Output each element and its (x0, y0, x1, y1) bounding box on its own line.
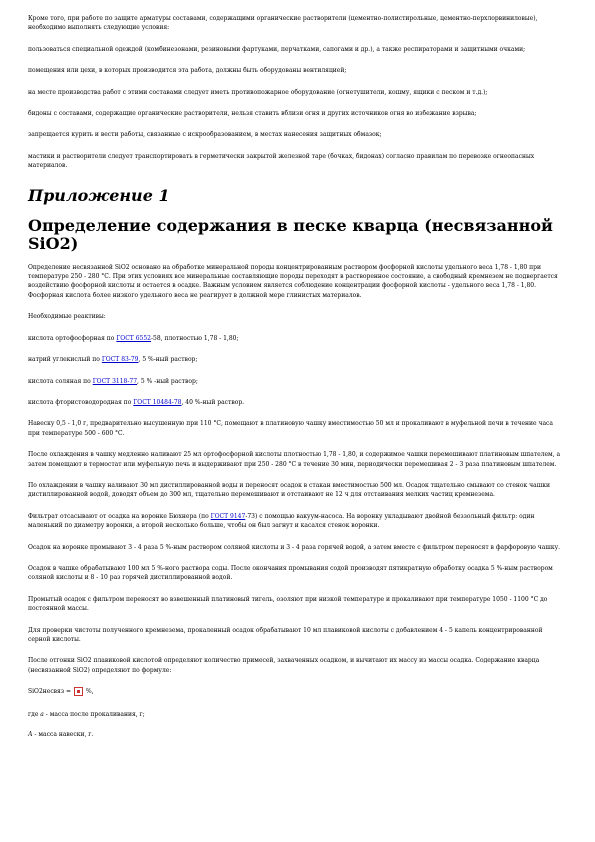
variable-definition (28, 730, 566, 739)
formula-rhs: %, (86, 688, 94, 696)
intro-paragraph: бидоны с составами, содержащие органические растворители, нельзя ставить вблизи огня и других источников огня во избежание взрыва; (28, 110, 477, 118)
variable-definition (28, 710, 566, 719)
body-paragraph: Осадок в чашке обрабатывают 100 мл 5 %-ного раствора соды. После окончания промывания содой производят пятикратную обработку осадка 5 %-ным раствором соляной кислоты и 8 - 10 раз горячей дистиллированной водой. (28, 564, 553, 582)
definition-text: - масса после прокаливания, г; (43, 711, 145, 719)
intro-paragraph: помещения или цехи, в которых производится эта работа, должны быть оборудованы вентиляцией; (28, 67, 347, 75)
variable-symbol: А (28, 730, 33, 738)
formula-image-icon (74, 687, 83, 696)
reagent-text: -58, плотностью 1,78 - 1,80; (151, 334, 239, 342)
reagent-text: кислота ортофосфорная по (28, 334, 117, 342)
gost-link[interactable]: ГОСТ 3118-77 (92, 377, 138, 385)
intro-paragraph: запрещается курить и вести работы, связанные с искрообразованием, в местах нанесения защитных обмазок; (28, 131, 382, 139)
gost-link[interactable]: ГОСТ 9147 (210, 512, 246, 520)
intro-paragraph: пользоваться специальной одеждой (комбинезонами, резиновыми фартуками, перчатками, сапогами и др.), а также респираторами и защитными очками; (28, 45, 526, 53)
body-paragraph: Для проверки чистоты полученного кремнезема, прокаленный осадок обрабатывают 10 мл плавиковой кислоты с добавлением 4 - 5 капель концентрированной серной кислоты. (28, 626, 543, 643)
definition-text: - масса навески, г. (32, 730, 94, 738)
reagent-text: натрий углекислый по (28, 356, 102, 364)
body-text: -73) с помощью вакуум-насоса. На воронку укладывают двойной беззольный фильтр: один маленький по диаметру воронки, а второй несколько больше, чтобы он был загнут и касался стенок воронки. (28, 512, 535, 530)
reagent-item (28, 398, 566, 407)
body-paragraph (28, 512, 566, 531)
body-paragraph: Осадок на воронке промывают 3 - 4 раза 5 %-ным раствором соляной кислоты и 3 - 4 раза горячей водой, а затем вместе с фильтром переносят в фарфоровую чашку. (28, 543, 561, 551)
reagent-item (28, 334, 566, 343)
body-paragraph: После охлаждения в чашку медленно наливают 25 мл ортофосфорной кислоты плотностью 1,78 - 1,80, и содержимое чашки перемешивают платиновым шпателем, а затем помещают в термостат или муфельную печь и выдерживают при 250 - 280 °С в течение 30 мин, периодически перемешивая 2 - 3 раза платиновым шпателем. (28, 451, 561, 468)
reagent-text: кислота фтористоводородная по (28, 398, 134, 406)
reagent-text: , 5 %-ный раствор; (138, 356, 198, 364)
formula-lhs: SiO2несвяз = (28, 688, 72, 696)
body-paragraph: Навеску 0,5 - 1,0 г, предварительно высушенную при 110 °С, помещают в платиновую чашку вместимостью 50 мл и прокаливают в муфельной печи в течение часа при температуре 500 - 600 °С. (28, 420, 553, 437)
gost-link[interactable]: ГОСТ 6552 (116, 334, 151, 342)
body-paragraph: Определение несвязанной SiO2 основано на обработке минеральной породы концентрированным раствором фосфорной кислоты удельного веса 1,78 - 1,80 при температуре 250 - 280 °С. При этих условиях все минеральные составляющие породы переходят в растворенное состояние, а свободный кремнезем не подвергается воздействию фосфорной кислоты и остается в осадке. Важным условием является соблюдение концентрации фосфорной кислоты - удельного веса 1,78 - 1,80. Фосфорная кислота более низкого удельного веса не реагирует в должной мере глинистых материалов. (28, 263, 558, 299)
definition-text: где (28, 711, 41, 719)
body-paragraph: По охлаждении в чашку наливают 30 мл дистиллированной воды и переносят осадок в стакан вместимостью 500 мл. Осадок тщательно смывают со стенок чашки дистиллированной водой, доводят объем до 300 мл, тщательно перемешивают и отстаивают не 12 ч для отстаивания мелких частиц кремнезема. (28, 481, 551, 499)
reagent-text: , 40 %-ный раствор. (181, 398, 245, 406)
intro-paragraph: мастики и растворители следует транспортировать в герметически закрытой железной таре (бочках, бидонах) согласно правилам по перевозке огнеопасных материалов. (28, 152, 535, 170)
formula (28, 687, 566, 696)
body-text: Фильтрат отсасывают от осадка на воронке Бюхнера (по (28, 512, 211, 520)
body-paragraph: После отгонки SiO2 плавиковой кислотой определяют количество примесей, захваченных осадком, и вычитают их массу из массы осадка. Содержание кварца (несвязанной SiO2) определяют по формуле: (28, 657, 540, 674)
gost-link[interactable]: ГОСТ 83-79 (101, 356, 139, 364)
intro-paragraph: Кроме того, при работе по защите арматуры составами, содержащими органические растворители (цементно-полистирольные, цементно-перхлорвиниловые), необходимо выполнять следующие условия: (28, 15, 538, 32)
variable-symbol: а (40, 711, 44, 719)
intro-paragraph: на месте производства работ с этими составами следует иметь противопожарное оборудование (огнетушители, кошму, ящики с песком и т.д.); (28, 88, 488, 96)
section-title: Определение содержания в песке кварца (несвязанной SiO2) (28, 215, 553, 253)
reagents-heading: Необходимые реактивы: (28, 313, 106, 321)
reagent-text: , 5 % -ный раствор; (137, 377, 198, 385)
body-paragraph: Промытый осадок с фильтром переносят во взвешенный платиновый тигель, озоляют при низкой температуре и прокаливают при температуре 1050 - 1100 °С до постоянной массы. (28, 595, 548, 613)
gost-link[interactable]: ГОСТ 10484-78 (133, 398, 182, 406)
reagent-item (28, 377, 566, 386)
reagent-item (28, 355, 566, 364)
appendix-label: Приложение 1 (28, 185, 170, 205)
reagent-text: кислота соляная по (28, 377, 93, 385)
document-page (28, 14, 566, 749)
